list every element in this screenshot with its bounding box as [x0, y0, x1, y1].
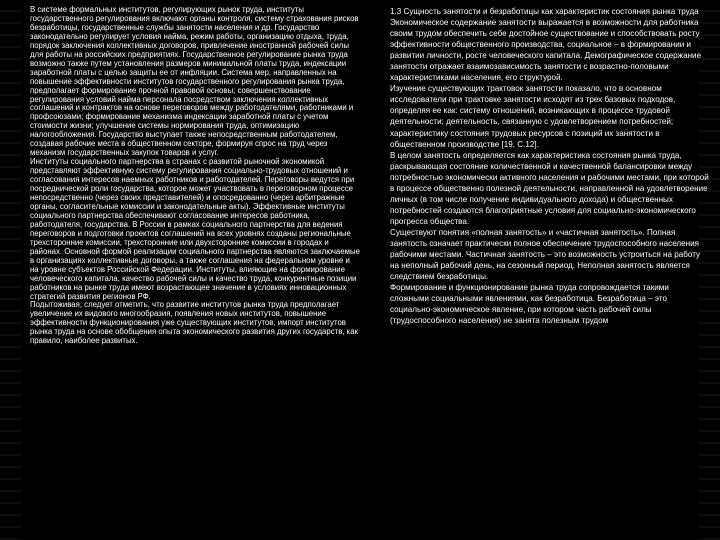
paragraph-economic-content: Экономическое содержание занятости выражается в возможности для работника своим трудом обеспечить себе достойное существование и способствовать росту эффективности общественного производства, социальное – в формировании и развитии личности, росте человеческого капитала. Демографическое содержание занятости отражает взаимозависимость занятости с возрастно-половыми характеристиками населения, его структурой.: [390, 18, 702, 83]
paragraph-definition: В целом занятость определяется как характеристика состояния рынка труда, раскрывающая состояние количественной и качественной балансировки между потребностью экономически активного населения и рабочими местами, при которой в процессе общественно полезной деятельности, направленной на удовлетворение личных (в том числе получение индивидуального дохода) и общественных потребностей создаются благоприятные условия для социально-экономического прогресса общества.: [390, 150, 709, 226]
right-text-column: [390, 6, 710, 326]
left-decorative-stripe: [0, 0, 22, 540]
paragraph-conclusion: Подытоживая, следует отметить, что развитие институтов рынка труда предполагает увеличение их видового многообразия, появления новых институтов, повышение эффективности функционирования уже существующих институтов, импорт институтов рынка труда на основе обобщения опыта экономического развития других государств, как правило, наиболее развитых.: [30, 300, 359, 346]
paragraph-approaches: Изучение существующих трактовок занятости показало, что в основном исследователи при трактовке занятости исходят из трех базовых подходов, определяя ее как: систему отношений, возникающих в процессе трудовой деятельности; деятельность, связанную с удовлетворением потребностей; характеристику состояния трудовых ресурсов с позиций их занятости в общественном производстве [19, С.12].: [390, 84, 676, 149]
paragraph-unemployment: Формирование и функционирование рынка труда сопровождается такими сложными социальными явлениями, как безработица. Безработица – это социально-экономическое явление, при котором часть рабочей силы (трудоспособного населения) не занята полезным трудом: [390, 283, 669, 326]
paragraph-state-regulation: В системе формальных институтов, регулирующих рынок труда, институты государственного регулирования включают органы контроля, систему страхования рисков безработицы, государственные службы занятости населения и др. Государство законодательно регулирует условия найма, режим работы, организацию отдыха, труда, порядок заключения коллективных договоров, привлечение иностранной рабочей силы для работы на российских предприятиях. Государственное регулирование рынка труда возможно также путем установления размеров минимальной платы труда, индексации заработной платы с целью защиты ее от инфляции. Система мер, направленных на повышение эффективности институтов государственного регулирования рынка труда, предполагает формирование прочной правовой основы; совершенствование регулирования условий найма персонала посредством заключения коллективных соглашений и контрактов на основе переговоров между работодателями, работниками и профсоюзами; формирование механизма индексации заработной платы с учетом стоимости жизни; улучшение системы нормирования труда, оптимизацию налогообложения. Государство выступает также непосредственным работодателем, создавая рабочие места в общественном секторе, формируя спрос на труд через механизм государственных закупок товаров и услуг.: [30, 5, 359, 158]
left-text-column: [30, 6, 360, 346]
paragraph-full-partial: Существуют понятия «полная занятость» и «частичная занятость». Полная занятость означает практически полное обеспечение трудоспособного населения рабочими местами. Частичная занятость – это возможность устроиться на работу на неполный рабочий день, на сезонный период. Неполная занятость является следствием безработицы.: [390, 227, 701, 282]
paragraph-social-partnership: Институты социального партнерства в странах с развитой рыночной экономикой представляют эффективную систему регулирования социально-трудовых отношений и согласования интересов наемных работников и работодателей. Переговоры ведутся при посреднической роли государства, которое может участвовать в переговорном процессе непосредственно (через своих представителей) и опосредованно (через арбитражные органы, согласительные комиссии и законодательные акты). Эффективные институты социального партнерства обеспечивают согласование интересов работника, работодателя, государства. В России в рамках социального партнерства для ведения переговоров и подготовки проектов соглашений на всех уровнях созданы региональные трехсторонние комиссии, трехсторонние или двухсторонние комиссии в городах и районах. Основной формой реализации социального партнерства являются заключаемые в организациях коллективные договоры, а также соглашения на федеральном уровне и на уровне субъектов Российской Федерации. Институты, влияющие на формирование человеческого капитала, качество рабочей силы и качество труда, конкурентные позиции работников на рынке труда имеют возрастающее значение в условиях инновационных стратегий развития регионов РФ.: [30, 157, 360, 301]
section-heading: 1.3 Сущность занятости и безработицы как характеристик состояния рынка труда: [390, 7, 699, 16]
